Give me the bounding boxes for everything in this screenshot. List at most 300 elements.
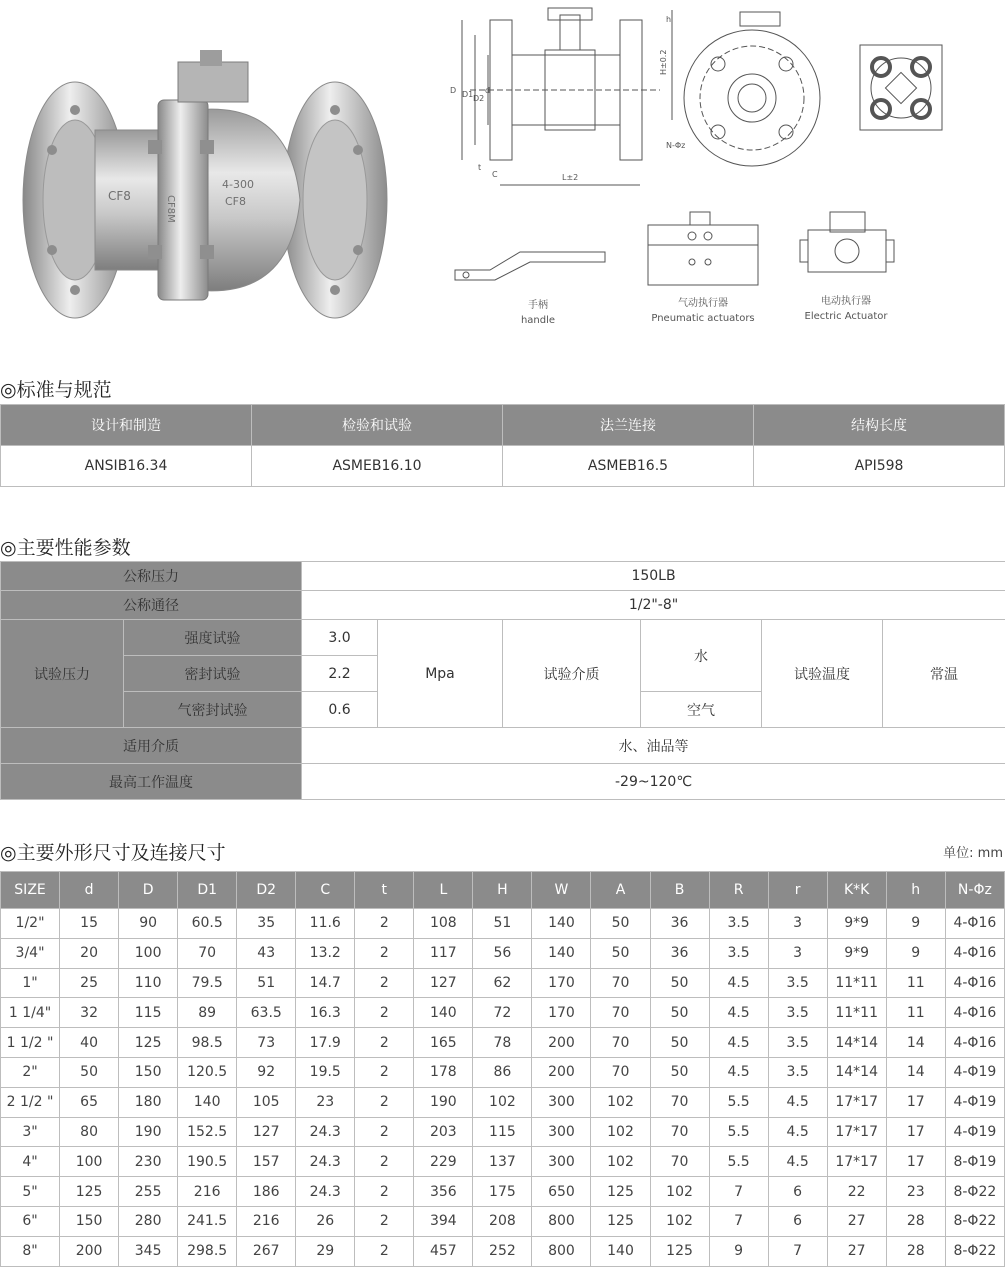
table-cell: 2 bbox=[355, 1117, 414, 1147]
table-cell: 17*17 bbox=[827, 1087, 886, 1117]
table-cell: 2 bbox=[355, 1177, 414, 1207]
table-cell: 2 bbox=[355, 968, 414, 998]
table-cell: 70 bbox=[591, 1028, 650, 1058]
table-row bbox=[1, 1028, 1005, 1058]
standards-value-row bbox=[1, 446, 1005, 487]
table-row bbox=[1, 1177, 1005, 1207]
table-cell: 150 bbox=[60, 1206, 119, 1236]
caption-handle-cn: 手柄 bbox=[498, 298, 578, 313]
table-cell: 27 bbox=[827, 1206, 886, 1236]
unit-label: 单位: mm bbox=[943, 842, 1003, 861]
table-cell: 229 bbox=[414, 1147, 473, 1177]
table-row bbox=[1, 938, 1005, 968]
section-title-dimensions: ◎主要外形尺寸及连接尺寸 bbox=[0, 838, 226, 865]
table-cell: 20 bbox=[60, 938, 119, 968]
table-cell: 230 bbox=[119, 1147, 178, 1177]
table-cell: 4-Φ16 bbox=[945, 998, 1004, 1028]
table-cell: 165 bbox=[414, 1028, 473, 1058]
nominal-pressure-row bbox=[1, 562, 1005, 591]
standards-header: 结构长度 bbox=[754, 405, 1005, 446]
table-cell: 180 bbox=[119, 1087, 178, 1117]
table-cell: 9 bbox=[886, 938, 945, 968]
table-cell: 255 bbox=[119, 1177, 178, 1207]
table-cell: 125 bbox=[650, 1236, 709, 1266]
table-cell: 4.5 bbox=[709, 998, 768, 1028]
table-cell: 105 bbox=[237, 1087, 296, 1117]
table-cell: 186 bbox=[237, 1177, 296, 1207]
pneumatic-actuator-drawing bbox=[648, 212, 758, 285]
table-cell: 3.5 bbox=[709, 909, 768, 939]
table-row bbox=[1, 1057, 1005, 1087]
table-cell: 6" bbox=[1, 1206, 60, 1236]
nominal-diameter-label: 公称通径 bbox=[1, 591, 302, 620]
test-medium-water: 水 bbox=[641, 620, 762, 692]
table-cell: 14 bbox=[886, 1057, 945, 1087]
caption-handle-en: handle bbox=[498, 313, 578, 328]
table-cell: 108 bbox=[414, 909, 473, 939]
table-cell: 300 bbox=[532, 1087, 591, 1117]
table-cell: 9 bbox=[886, 909, 945, 939]
dim-label-D1: D1 bbox=[462, 90, 473, 99]
dimensions-header: A bbox=[591, 872, 650, 909]
standards-header: 检验和试验 bbox=[252, 405, 503, 446]
table-cell: 175 bbox=[473, 1177, 532, 1207]
table-cell: 140 bbox=[414, 998, 473, 1028]
marking-cf8-right: CF8 bbox=[225, 195, 246, 208]
seal-test-value: 2.2 bbox=[302, 656, 378, 692]
table-cell: 86 bbox=[473, 1057, 532, 1087]
table-cell: 23 bbox=[296, 1087, 355, 1117]
table-cell: 6 bbox=[768, 1177, 827, 1207]
dimensions-header: D1 bbox=[178, 872, 237, 909]
table-cell: 140 bbox=[591, 1236, 650, 1266]
table-cell: 200 bbox=[532, 1057, 591, 1087]
table-cell: 2" bbox=[1, 1057, 60, 1087]
table-cell: 50 bbox=[650, 1028, 709, 1058]
table-cell: 24.3 bbox=[296, 1177, 355, 1207]
caption-electric-en: Electric Actuator bbox=[790, 309, 902, 324]
table-cell: 4-Φ16 bbox=[945, 909, 1004, 939]
table-cell: 17*17 bbox=[827, 1117, 886, 1147]
table-cell: 51 bbox=[237, 968, 296, 998]
table-cell: 63.5 bbox=[237, 998, 296, 1028]
table-cell: 4.5 bbox=[768, 1117, 827, 1147]
table-cell: 125 bbox=[60, 1177, 119, 1207]
table-cell: 43 bbox=[237, 938, 296, 968]
dimensions-header: t bbox=[355, 872, 414, 909]
table-cell: 4.5 bbox=[768, 1147, 827, 1177]
table-cell: 90 bbox=[119, 909, 178, 939]
table-cell: 127 bbox=[237, 1117, 296, 1147]
dimensions-header: C bbox=[296, 872, 355, 909]
figure-area bbox=[0, 0, 1005, 345]
section-drawing bbox=[450, 8, 672, 185]
table-cell: 4-Φ19 bbox=[945, 1117, 1004, 1147]
table-cell: 78 bbox=[473, 1028, 532, 1058]
table-cell: 190 bbox=[414, 1087, 473, 1117]
standards-header: 设计和制造 bbox=[1, 405, 252, 446]
table-cell: 140 bbox=[178, 1087, 237, 1117]
dim-label-t: t bbox=[478, 163, 481, 172]
front-view-drawing bbox=[666, 12, 820, 166]
table-cell: 89 bbox=[178, 998, 237, 1028]
table-cell: 9*9 bbox=[827, 938, 886, 968]
table-cell: 51 bbox=[473, 909, 532, 939]
ball-valve-photo bbox=[23, 50, 387, 318]
table-cell: 27 bbox=[827, 1236, 886, 1266]
table-cell: 8-Φ22 bbox=[945, 1236, 1004, 1266]
dim-label-d: d bbox=[485, 86, 490, 95]
dimensions-header: D2 bbox=[237, 872, 296, 909]
dimensions-header: r bbox=[768, 872, 827, 909]
dimensions-header: B bbox=[650, 872, 709, 909]
table-cell: 8-Φ22 bbox=[945, 1206, 1004, 1236]
table-cell: 280 bbox=[119, 1206, 178, 1236]
table-cell: 170 bbox=[532, 998, 591, 1028]
table-cell: 2 1/2 " bbox=[1, 1087, 60, 1117]
applicable-medium-row bbox=[1, 728, 1005, 764]
table-cell: 7 bbox=[768, 1236, 827, 1266]
strength-test-label: 强度试验 bbox=[124, 620, 302, 656]
table-cell: 4.5 bbox=[709, 968, 768, 998]
table-cell: 72 bbox=[473, 998, 532, 1028]
nominal-pressure-label: 公称压力 bbox=[1, 562, 302, 591]
dimensions-header: SIZE bbox=[1, 872, 60, 909]
dimensions-table bbox=[0, 871, 1005, 1267]
table-cell: 92 bbox=[237, 1057, 296, 1087]
dim-label-H: H±0.2 bbox=[659, 50, 668, 75]
table-row bbox=[1, 998, 1005, 1028]
table-cell: 356 bbox=[414, 1177, 473, 1207]
table-cell: 32 bbox=[60, 998, 119, 1028]
table-cell: 2 bbox=[355, 998, 414, 1028]
table-cell: 190 bbox=[119, 1117, 178, 1147]
table-cell: 24.3 bbox=[296, 1117, 355, 1147]
strength-test-value: 3.0 bbox=[302, 620, 378, 656]
table-cell: 4-Φ19 bbox=[945, 1087, 1004, 1117]
table-cell: 300 bbox=[532, 1117, 591, 1147]
table-cell: 2 bbox=[355, 909, 414, 939]
electric-actuator-drawing bbox=[800, 212, 894, 272]
dimensions-header-row bbox=[1, 872, 1005, 909]
air-seal-test-label: 气密封试验 bbox=[124, 692, 302, 728]
table-cell: 208 bbox=[473, 1206, 532, 1236]
table-cell: 40 bbox=[60, 1028, 119, 1058]
table-cell: 102 bbox=[650, 1177, 709, 1207]
table-cell: 13.2 bbox=[296, 938, 355, 968]
max-temp-label: 最高工作温度 bbox=[1, 764, 302, 800]
table-cell: 50 bbox=[650, 968, 709, 998]
standards-header-row bbox=[1, 405, 1005, 446]
table-cell: 11 bbox=[886, 968, 945, 998]
handle-drawing bbox=[455, 252, 605, 280]
dim-label-C: C bbox=[492, 170, 498, 179]
max-temp-value: -29~120℃ bbox=[302, 764, 1005, 800]
table-cell: 2 bbox=[355, 1028, 414, 1058]
table-cell: 70 bbox=[591, 1057, 650, 1087]
table-cell: 11 bbox=[886, 998, 945, 1028]
table-cell: 26 bbox=[296, 1206, 355, 1236]
table-cell: 152.5 bbox=[178, 1117, 237, 1147]
table-cell: 800 bbox=[532, 1206, 591, 1236]
table-cell: 4.5 bbox=[709, 1028, 768, 1058]
table-cell: 28 bbox=[886, 1236, 945, 1266]
table-cell: 2 bbox=[355, 1087, 414, 1117]
table-cell: 5.5 bbox=[709, 1087, 768, 1117]
standards-value: API598 bbox=[754, 446, 1005, 487]
table-cell: 300 bbox=[532, 1147, 591, 1177]
table-cell: 19.5 bbox=[296, 1057, 355, 1087]
performance-table bbox=[0, 561, 1005, 800]
table-cell: 140 bbox=[532, 909, 591, 939]
table-cell: 110 bbox=[119, 968, 178, 998]
strength-test-row bbox=[1, 620, 1005, 656]
table-cell: 70 bbox=[650, 1117, 709, 1147]
table-cell: 50 bbox=[60, 1057, 119, 1087]
dimensions-header: L bbox=[414, 872, 473, 909]
table-cell: 2 bbox=[355, 1236, 414, 1266]
table-cell: 1" bbox=[1, 968, 60, 998]
table-cell: 56 bbox=[473, 938, 532, 968]
table-cell: 102 bbox=[591, 1117, 650, 1147]
table-cell: 8" bbox=[1, 1236, 60, 1266]
table-cell: 5" bbox=[1, 1177, 60, 1207]
applicable-medium-label: 适用介质 bbox=[1, 728, 302, 764]
dimensions-header: d bbox=[60, 872, 119, 909]
table-cell: 6 bbox=[768, 1206, 827, 1236]
table-cell: 5.5 bbox=[709, 1147, 768, 1177]
dimensions-header: R bbox=[709, 872, 768, 909]
test-pressure-label: 试验压力 bbox=[1, 620, 124, 728]
table-cell: 1 1/4" bbox=[1, 998, 60, 1028]
table-cell: 70 bbox=[591, 998, 650, 1028]
table-cell: 100 bbox=[119, 938, 178, 968]
table-cell: 23 bbox=[886, 1177, 945, 1207]
dim-label-D2: D2 bbox=[473, 94, 484, 103]
table-cell: 102 bbox=[473, 1087, 532, 1117]
standards-value: ASMEB16.10 bbox=[252, 446, 503, 487]
test-temp-label: 试验温度 bbox=[762, 620, 883, 728]
table-cell: 125 bbox=[119, 1028, 178, 1058]
table-cell: 60.5 bbox=[178, 909, 237, 939]
caption-pneumatic bbox=[638, 296, 768, 326]
dimensions-header: D bbox=[119, 872, 178, 909]
table-cell: 3/4" bbox=[1, 938, 60, 968]
caption-pneumatic-en: Pneumatic actuators bbox=[638, 311, 768, 326]
table-cell: 1 1/2 " bbox=[1, 1028, 60, 1058]
table-cell: 200 bbox=[532, 1028, 591, 1058]
dimensions-header: W bbox=[532, 872, 591, 909]
table-cell: 17 bbox=[886, 1117, 945, 1147]
table-cell: 298.5 bbox=[178, 1236, 237, 1266]
table-row bbox=[1, 1147, 1005, 1177]
marking-cf8m: CF8M bbox=[165, 195, 176, 223]
section-title-standards: ◎标准与规范 bbox=[0, 375, 112, 402]
table-cell: 102 bbox=[591, 1147, 650, 1177]
table-cell: 4.5 bbox=[709, 1057, 768, 1087]
table-cell: 14 bbox=[886, 1028, 945, 1058]
table-cell: 28 bbox=[886, 1206, 945, 1236]
table-cell: 4-Φ16 bbox=[945, 1028, 1004, 1058]
table-cell: 241.5 bbox=[178, 1206, 237, 1236]
table-cell: 50 bbox=[591, 909, 650, 939]
table-cell: 9*9 bbox=[827, 909, 886, 939]
table-cell: 800 bbox=[532, 1236, 591, 1266]
table-cell: 17 bbox=[886, 1087, 945, 1117]
caption-electric bbox=[790, 294, 902, 324]
table-cell: 9 bbox=[709, 1236, 768, 1266]
caption-pneumatic-cn: 气动执行器 bbox=[638, 296, 768, 311]
table-cell: 157 bbox=[237, 1147, 296, 1177]
table-cell: 252 bbox=[473, 1236, 532, 1266]
table-cell: 140 bbox=[532, 938, 591, 968]
table-cell: 2 bbox=[355, 938, 414, 968]
table-cell: 115 bbox=[473, 1117, 532, 1147]
test-medium-label: 试验介质 bbox=[503, 620, 641, 728]
table-row bbox=[1, 1206, 1005, 1236]
table-cell: 35 bbox=[237, 909, 296, 939]
max-temp-row bbox=[1, 764, 1005, 800]
marking-class: 4-300 bbox=[222, 178, 254, 191]
table-cell: 216 bbox=[178, 1177, 237, 1207]
table-cell: 29 bbox=[296, 1236, 355, 1266]
table-row bbox=[1, 909, 1005, 939]
table-cell: 11*11 bbox=[827, 968, 886, 998]
dimensions-header: K*K bbox=[827, 872, 886, 909]
mounting-pad-drawing bbox=[860, 45, 942, 130]
table-row bbox=[1, 1117, 1005, 1147]
table-cell: 3 bbox=[768, 909, 827, 939]
table-cell: 267 bbox=[237, 1236, 296, 1266]
table-cell: 120.5 bbox=[178, 1057, 237, 1087]
table-cell: 117 bbox=[414, 938, 473, 968]
table-cell: 3.5 bbox=[768, 1028, 827, 1058]
table-cell: 4-Φ16 bbox=[945, 938, 1004, 968]
air-seal-test-value: 0.6 bbox=[302, 692, 378, 728]
table-cell: 100 bbox=[60, 1147, 119, 1177]
test-medium-air: 空气 bbox=[641, 692, 762, 728]
table-cell: 3.5 bbox=[768, 998, 827, 1028]
table-cell: 16.3 bbox=[296, 998, 355, 1028]
table-cell: 3" bbox=[1, 1117, 60, 1147]
table-cell: 394 bbox=[414, 1206, 473, 1236]
dimensions-header: h bbox=[886, 872, 945, 909]
table-cell: 70 bbox=[591, 968, 650, 998]
table-cell: 11.6 bbox=[296, 909, 355, 939]
table-cell: 200 bbox=[60, 1236, 119, 1266]
table-cell: 3 bbox=[768, 938, 827, 968]
pressure-unit: Mpa bbox=[378, 620, 503, 728]
nominal-diameter-value: 1/2"-8" bbox=[302, 591, 1005, 620]
dim-label-h: h bbox=[666, 15, 671, 24]
table-cell: 25 bbox=[60, 968, 119, 998]
table-cell: 4" bbox=[1, 1147, 60, 1177]
seal-test-label: 密封试验 bbox=[124, 656, 302, 692]
table-cell: 3.5 bbox=[768, 1057, 827, 1087]
table-cell: 50 bbox=[650, 1057, 709, 1087]
table-cell: 125 bbox=[591, 1177, 650, 1207]
table-cell: 15 bbox=[60, 909, 119, 939]
section-title-performance: ◎主要性能参数 bbox=[0, 533, 131, 560]
test-temp-value: 常温 bbox=[883, 620, 1005, 728]
table-cell: 22 bbox=[827, 1177, 886, 1207]
table-cell: 36 bbox=[650, 909, 709, 939]
table-cell: 70 bbox=[650, 1087, 709, 1117]
table-cell: 2 bbox=[355, 1057, 414, 1087]
table-row bbox=[1, 1236, 1005, 1266]
table-cell: 1/2" bbox=[1, 909, 60, 939]
table-cell: 125 bbox=[591, 1206, 650, 1236]
table-cell: 3.5 bbox=[709, 938, 768, 968]
table-cell: 50 bbox=[650, 998, 709, 1028]
table-cell: 24.3 bbox=[296, 1147, 355, 1177]
caption-handle bbox=[498, 298, 578, 328]
standards-table bbox=[0, 404, 1005, 487]
table-cell: 11*11 bbox=[827, 998, 886, 1028]
table-cell: 4-Φ19 bbox=[945, 1057, 1004, 1087]
table-cell: 102 bbox=[650, 1206, 709, 1236]
table-cell: 216 bbox=[237, 1206, 296, 1236]
table-cell: 115 bbox=[119, 998, 178, 1028]
dimensions-body bbox=[1, 909, 1005, 1267]
table-cell: 2 bbox=[355, 1147, 414, 1177]
table-cell: 98.5 bbox=[178, 1028, 237, 1058]
standards-header: 法兰连接 bbox=[503, 405, 754, 446]
table-cell: 3.5 bbox=[768, 968, 827, 998]
nominal-diameter-row bbox=[1, 591, 1005, 620]
table-cell: 4.5 bbox=[768, 1087, 827, 1117]
table-cell: 345 bbox=[119, 1236, 178, 1266]
dimensions-header: N-Φz bbox=[945, 872, 1004, 909]
table-cell: 2 bbox=[355, 1206, 414, 1236]
table-row bbox=[1, 1087, 1005, 1117]
table-cell: 14.7 bbox=[296, 968, 355, 998]
table-cell: 17 bbox=[886, 1147, 945, 1177]
table-cell: 7 bbox=[709, 1206, 768, 1236]
table-cell: 50 bbox=[591, 938, 650, 968]
dimensions-header: H bbox=[473, 872, 532, 909]
table-cell: 17.9 bbox=[296, 1028, 355, 1058]
table-cell: 203 bbox=[414, 1117, 473, 1147]
table-cell: 73 bbox=[237, 1028, 296, 1058]
table-cell: 17*17 bbox=[827, 1147, 886, 1177]
dim-label-Nz: N-Φz bbox=[666, 141, 685, 150]
table-cell: 178 bbox=[414, 1057, 473, 1087]
table-cell: 127 bbox=[414, 968, 473, 998]
table-cell: 4-Φ16 bbox=[945, 968, 1004, 998]
table-row bbox=[1, 968, 1005, 998]
standards-value: ASMEB16.5 bbox=[503, 446, 754, 487]
table-cell: 170 bbox=[532, 968, 591, 998]
table-cell: 7 bbox=[709, 1177, 768, 1207]
table-cell: 8-Φ19 bbox=[945, 1147, 1004, 1177]
table-cell: 14*14 bbox=[827, 1028, 886, 1058]
standards-value: ANSIB16.34 bbox=[1, 446, 252, 487]
table-cell: 70 bbox=[178, 938, 237, 968]
table-cell: 65 bbox=[60, 1087, 119, 1117]
table-cell: 36 bbox=[650, 938, 709, 968]
table-cell: 102 bbox=[591, 1087, 650, 1117]
marking-cf8-left: CF8 bbox=[108, 189, 131, 203]
table-cell: 8-Φ22 bbox=[945, 1177, 1004, 1207]
table-cell: 14*14 bbox=[827, 1057, 886, 1087]
table-cell: 79.5 bbox=[178, 968, 237, 998]
table-cell: 80 bbox=[60, 1117, 119, 1147]
table-cell: 5.5 bbox=[709, 1117, 768, 1147]
nominal-pressure-value: 150LB bbox=[302, 562, 1005, 591]
table-cell: 137 bbox=[473, 1147, 532, 1177]
dim-label-L: L±2 bbox=[562, 173, 578, 182]
